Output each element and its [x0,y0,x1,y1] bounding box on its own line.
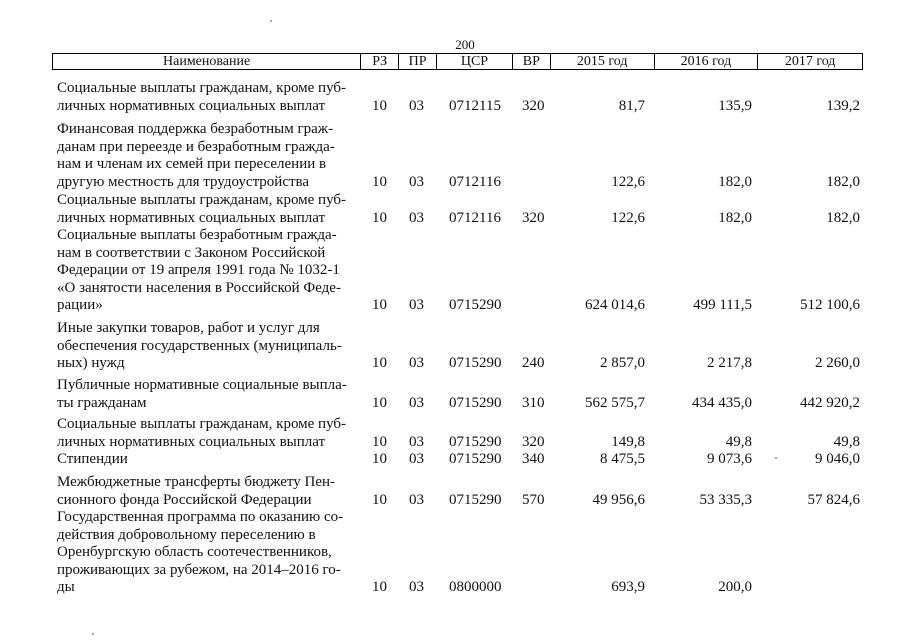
row-name: Социальные выплаты гражданам, кроме пуб- личных нормативных социальных выплат [57,416,347,450]
row-csr: 0715290 [449,355,502,372]
row-name: Государственная программа по оказанию со- действия добровольному переселению в Оренбургскую область соотечественников, проживающих за рубежом, на 2014–2016 го- ды [57,509,344,596]
row-2016: 182,0 [718,209,752,226]
row-2015: 693,9 [611,579,645,596]
row-2017: 9 046,0 [815,451,860,467]
row-rz: 10 [372,97,387,114]
row-2016: 135,9 [718,97,752,114]
row-name: Социальные выплаты гражданам, кроме пуб- личных нормативных социальных выплат [57,192,347,226]
row-2015: 8 475,5 [600,451,645,467]
row-2017: 182,0 [826,173,860,190]
row-rz: 10 [372,433,387,450]
row-name: Стипендии [57,451,128,467]
row-csr: 0715290 [449,394,502,411]
row-rz: 10 [372,579,387,596]
row-csr: 0712115 [449,97,501,114]
row-rz: 10 [372,491,387,508]
row-csr: 0712116 [449,173,501,190]
row-csr: 0800000 [449,579,502,596]
row-rz: 10 [372,297,387,314]
row-csr: 0712116 [449,209,501,226]
row-2017: 182,0 [826,209,860,226]
row-vr: 320 [522,433,545,450]
row-2015: 122,6 [611,209,645,226]
row-2017: 49,8 [833,433,860,450]
header-name: Наименование [53,54,361,69]
row-2016: 434 435,0 [692,394,752,411]
row-pr: 03 [409,394,424,411]
row-rz: 10 [372,173,387,190]
row-pr: 03 [409,451,424,467]
row-2015: 49 956,6 [592,491,645,508]
header-pr: ПР [399,54,437,69]
header-2015: 2015 год [551,54,655,69]
row-pr: 03 [409,433,424,450]
row-2016: 200,0 [718,579,752,596]
row-vr: 570 [522,491,545,508]
row-name: Публичные нормативные социальные выпла- ты гражданам [57,377,347,411]
row-pr: 03 [409,579,424,596]
row-pr: 03 [409,491,424,508]
row-name: Иные закупки товаров, работ и услуг для обеспечения государственных (муниципаль- ных) нужд [57,320,342,372]
row-name: Финансовая поддержка безработным граж- данам при переезде и безработным гражда- нам и членам их семей при переселении в другую местность для трудоустройства [57,121,335,190]
row-name: Межбюджетные трансферты бюджету Пен- сионного фонда Российской Федерации [57,474,336,508]
row-2017: 442 920,2 [800,394,860,411]
header-2017: 2017 год [784,54,836,69]
row-csr: 0715290 [449,297,502,314]
row-2015: 2 857,0 [600,355,645,372]
scan-speck [92,633,94,635]
header-rz: РЗ [361,54,399,69]
row-rz: 10 [372,394,387,411]
row-2015: 81,7 [618,97,645,114]
row-csr: 0715290 [449,433,502,450]
row-pr: 03 [409,297,424,314]
row-vr: 320 [522,97,545,114]
row-csr: 0715290 [449,491,502,508]
row-2015: 149,8 [611,433,645,450]
row-vr: 320 [522,209,545,226]
row-2017: 57 824,6 [807,491,860,508]
row-vr: 310 [522,394,545,411]
row-vr: 340 [522,451,545,467]
row-2016: 9 073,6 [707,451,752,467]
row-2016: 499 111,5 [693,297,752,314]
row-2016: 182,0 [718,173,752,190]
row-2015: 624 014,6 [585,297,645,314]
row-2017: 2 260,0 [815,355,860,372]
row-vr: 240 [522,355,545,372]
row-rz: 10 [372,209,387,226]
row-rz: 10 [372,355,387,372]
row-2017: 512 100,6 [800,297,860,314]
row-name: Социальные выплаты гражданам, кроме пуб- личных нормативных социальных выплат [57,80,347,114]
row-2015: 122,6 [611,173,645,190]
header-2016: 2016 год [655,54,759,69]
row-pr: 03 [409,209,424,226]
row-2016: 53 335,3 [699,491,752,508]
row-2015: 562 575,7 [585,394,645,411]
row-2016: 49,8 [725,433,752,450]
header-csr: ЦСР [437,54,513,69]
row-pr: 03 [409,97,424,114]
row-2017: 139,2 [826,97,860,114]
row-pr: 03 [409,355,424,372]
row-2016: 2 217,8 [707,355,752,372]
header-vr: ВР [513,54,551,69]
scan-speck [270,20,272,22]
row-csr: 0715290 [449,451,502,467]
row-pr: 03 [409,173,424,190]
row-rz: 10 [372,451,387,467]
row-name: Социальные выплаты безработным гражда- нам в соответствии с Законом Российской Федерации от 19 апреля 1991 года № 1032-1 «О занятости населения в Российской Феде- рации» [57,227,341,314]
page-number: 200 [455,37,475,52]
scan-speck [775,457,777,459]
